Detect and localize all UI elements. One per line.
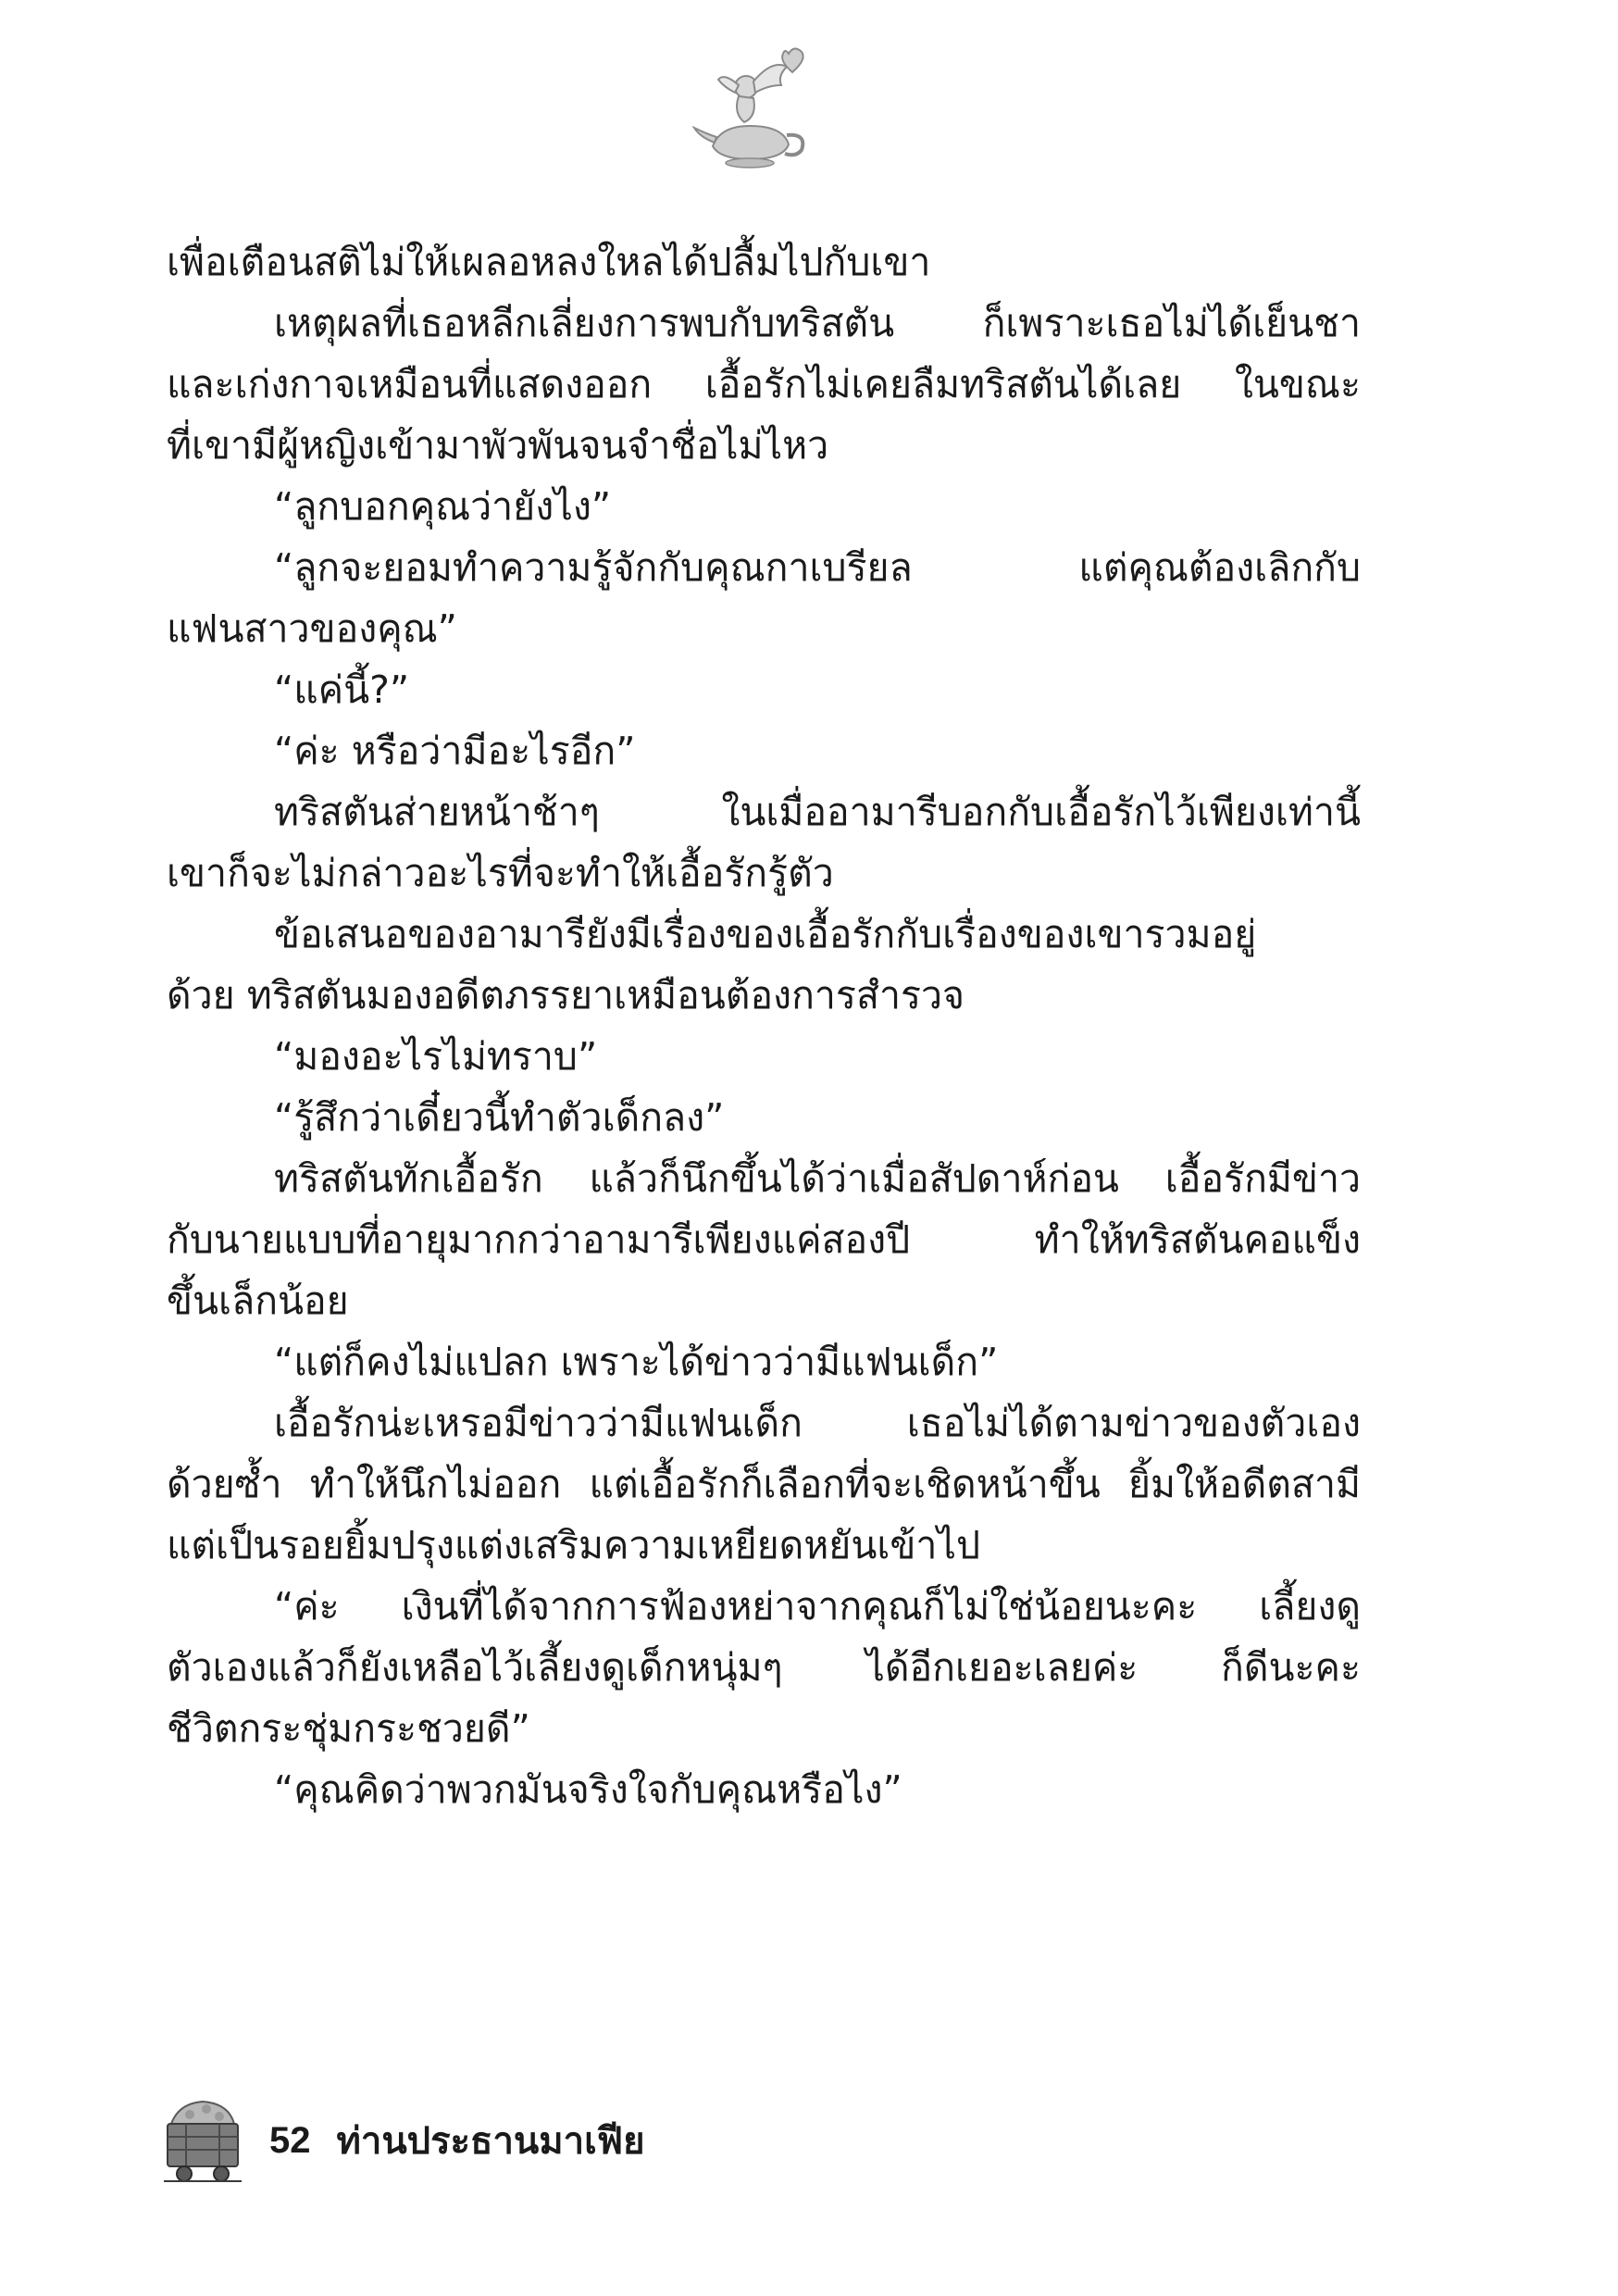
text-line: “ลูกบอกคุณว่ายังไง” — [274, 484, 612, 529]
text-line: “แต่ก็คงไม่แปลก เพราะได้ข่าวว่ามีแฟนเด็ก” — [274, 1340, 999, 1384]
text-line: “ค่ะ เงินที่ได้จากการฟ้องหย่าจากคุณก็ไม่ใช่น้อยนะคะ เลี้ยงดู — [274, 1584, 1361, 1628]
text-line: กับนายแบบที่อายุมากกว่าอามารีเพียงแค่สองปี ทำให้ทริสตันคอแข็ง — [167, 1217, 1361, 1262]
text-line: เพื่อเตือนสติไม่ให้เผลอหลงใหลได้ปลื้มไปกับเขา — [167, 240, 931, 284]
page-body-text — [167, 231, 1361, 1820]
text-line: ข้อเสนอของอามารียังมีเรื่องของเอื้อรักกับเรื่องของเขารวมอยู่ — [274, 912, 1257, 956]
text-line: ชีวิตกระชุ่มกระชวยดี” — [167, 1706, 530, 1751]
text-line: “ค่ะ หรือว่ามีอะไรอีก” — [274, 729, 636, 773]
text-line: เขาก็จะไม่กล่าวอะไรที่จะทำให้เอื้อรักรู้ตัว — [167, 851, 834, 895]
treasure-cart-icon — [162, 2096, 243, 2185]
page-number: 52 — [269, 2119, 311, 2161]
text-line: ทริสตันส่ายหน้าช้าๆ ในเมื่ออามารีบอกกับเอื้อรักไว้เพียงเท่านี้ — [274, 790, 1361, 834]
text-line: และเก่งกาจเหมือนที่แสดงออก เอื้อรักไม่เคยลืมทริสตันได้เลย ในขณะ — [167, 362, 1361, 406]
cherub-teapot-ornament-icon — [692, 44, 813, 174]
text-line: แฟนสาวของคุณ” — [167, 606, 457, 651]
text-line: ที่เขามีผู้หญิงเข้ามาพัวพันจนจำชื่อไม่ไหว — [167, 423, 829, 468]
page-footer — [162, 2094, 645, 2187]
text-line: “รู้สึกว่าเดี๋ยวนี้ทำตัวเด็กลง” — [274, 1095, 725, 1140]
book-title: ท่านประธานมาเฟีย — [336, 2120, 645, 2163]
text-line: ทริสตันทักเอื้อรัก แล้วก็นึกขึ้นได้ว่าเมื่อสัปดาห์ก่อน เอื้อรักมีข่าว — [274, 1156, 1361, 1201]
text-line: “แค่นี้?” — [274, 668, 410, 712]
text-line: แต่เป็นรอยยิ้มปรุงแต่งเสริมความเหยียดหยันเข้าไป — [167, 1523, 981, 1567]
text-line: “มองอะไรไม่ทราบ” — [274, 1034, 598, 1079]
text-line: เหตุผลที่เธอหลีกเลี่ยงการพบกับทริสตัน ก็เพราะเธอไม่ได้เย็นชา — [274, 301, 1361, 345]
text-line: ขึ้นเล็กน้อย — [167, 1279, 349, 1323]
text-line: “คุณคิดว่าพวกมันจริงใจกับคุณหรือไง” — [274, 1767, 902, 1812]
text-line: ด้วย ทริสตันมองอดีตภรรยาเหมือนต้องการสำรวจ — [167, 973, 965, 1017]
text-line: ตัวเองแล้วก็ยังเหลือไว้เลี้ยงดูเด็กหนุ่มๆ ได้อีกเยอะเลยค่ะ ก็ดีนะคะ — [167, 1645, 1361, 1690]
text-line: ด้วยซ้ำ ทำให้นึกไม่ออก แต่เอื้อรักก็เลือกที่จะเชิดหน้าขึ้น ยิ้มให้อดีตสามี — [167, 1462, 1361, 1506]
text-line: เอื้อรักน่ะเหรอมีข่าวว่ามีแฟนเด็ก เธอไม่ได้ตามข่าวของตัวเอง — [274, 1401, 1361, 1445]
text-line: “ลูกจะยอมทำความรู้จักกับคุณกาเบรียล แต่คุณต้องเลิกกับ — [274, 545, 1361, 590]
